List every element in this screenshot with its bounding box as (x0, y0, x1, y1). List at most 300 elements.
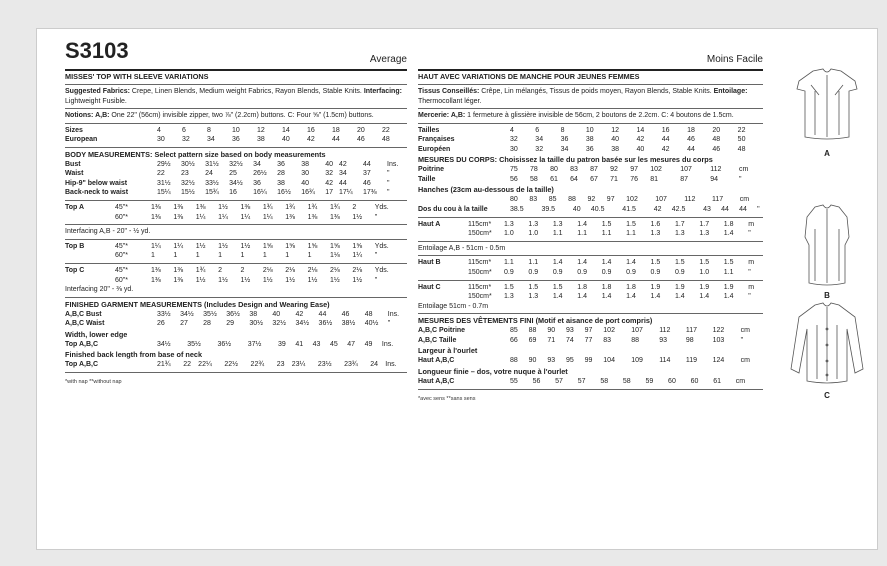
pattern-envelope-back (36, 28, 878, 550)
table-cell: 1⅜ (285, 213, 295, 221)
table-row (65, 126, 407, 136)
table-cell: 1⅜ (173, 204, 184, 212)
view-label-c: C (824, 391, 830, 400)
table-cell: 1 (240, 252, 245, 260)
table-cell: 1⅜ (173, 213, 184, 221)
table-cell: 31½ (205, 160, 219, 168)
table-cell: 1.8 (626, 283, 636, 291)
table-cell: 75 (510, 166, 518, 174)
table-cell: 30 (301, 170, 309, 178)
view-b-sketch (805, 205, 849, 285)
sizes-table (65, 126, 407, 145)
table-cell: 23 (276, 361, 285, 369)
table-cell: 41.5 (622, 206, 636, 214)
table-cell: 42 (653, 206, 662, 214)
table-cell: 1½ (195, 276, 206, 284)
table-cell: 23¼ (291, 361, 306, 369)
table-cell: 42 (325, 179, 334, 187)
row-label: A,B,C Taille (418, 336, 457, 344)
finished-table-fr (418, 326, 763, 345)
table-cell: 6 (535, 126, 540, 134)
row-label: Haut A (418, 220, 441, 228)
table-cell: 1.1 (552, 230, 563, 238)
table-cell: 39 (278, 340, 286, 348)
table-cell: 22 (382, 126, 390, 134)
entoilage-c: Entoilage 51cm - 0.7m (418, 302, 489, 310)
table-cell: 0.9 (504, 268, 514, 276)
table-cell: 93 (547, 357, 556, 365)
table-cell: 1⅜ (151, 276, 161, 284)
back-length-label: Finished back length from base of neck (65, 350, 203, 360)
section-title-fr: HAUT AVEC VARIATIONS DE MANCHE POUR JEUNES FEMMES (418, 72, 640, 81)
table-cell: " (740, 336, 744, 344)
table-cell: 1.3 (528, 293, 539, 301)
table-cell: 40 (272, 310, 281, 318)
row-label: Haut A,B,C (418, 357, 455, 365)
table-cell: 1⅛ (330, 252, 340, 260)
table-cell: 57 (555, 378, 563, 385)
table-cell: 40 (282, 136, 290, 144)
table-cell: 56 (510, 175, 518, 183)
table-cell: 80 (510, 196, 518, 204)
row-label: Françaises (418, 136, 455, 144)
table-cell: 26½ (253, 170, 267, 178)
table-cell: 1½ (285, 276, 295, 284)
table-cell: 45"* (115, 266, 128, 274)
header-fr (418, 39, 763, 65)
table-cell: 16 (661, 126, 670, 134)
table-cell: 38 (611, 145, 619, 153)
table-cell: 1 (285, 252, 290, 260)
table-cell: 2⅛ (352, 266, 363, 274)
row-label: Bust (65, 160, 81, 168)
table-row (418, 283, 763, 293)
table-cell: 1¼ (151, 242, 161, 250)
top-a-yardage (65, 203, 407, 222)
table-cell: Ins. (387, 310, 400, 318)
table-row (418, 229, 763, 239)
row-label: Top C (65, 266, 85, 274)
table-cell: 124 (712, 357, 725, 365)
table-cell: 90 (528, 357, 537, 365)
table-cell: 30 (510, 145, 518, 153)
table-row (418, 377, 763, 387)
table-cell: 1⅝ (352, 242, 363, 250)
table-cell: 69 (528, 336, 537, 344)
table-cell: 1.3 (552, 220, 563, 228)
table-cell: 1.0 (504, 230, 514, 238)
row-label: A,B,C Waist (65, 320, 105, 328)
row-label: Dos du cou à la taille (418, 206, 488, 214)
table-cell: 150cm* (468, 230, 492, 238)
table-cell: 46 (687, 136, 695, 144)
width-table (65, 340, 407, 350)
table-cell: 99 (584, 357, 593, 365)
table-cell: 0.9 (528, 268, 539, 276)
row-label: Haut B (418, 259, 441, 267)
table-cell: 35½ (203, 310, 217, 318)
table-cell: 66 (510, 336, 518, 344)
table-cell: 1½ (352, 213, 363, 221)
table-cell: 0.9 (601, 268, 612, 276)
table-cell: 60"* (115, 252, 128, 260)
footnote: *with nap **without nap (65, 379, 122, 385)
table-cell: 1.3 (674, 230, 685, 238)
table-row (418, 356, 763, 366)
table-cell: 2⅛ (330, 266, 340, 274)
table-cell: 1.5 (601, 220, 612, 228)
table-cell: 44 (661, 136, 670, 144)
table-cell: 102 (650, 166, 662, 174)
table-cell: 20 (712, 126, 721, 134)
table-cell: 17⅜ (363, 189, 377, 197)
table-cell: 34 (253, 160, 261, 168)
table-cell: 1.4 (723, 230, 734, 238)
table-cell: 44 (363, 160, 371, 168)
table-cell: 0.9 (552, 268, 563, 276)
table-cell: 18 (687, 126, 695, 134)
top-b-yardage (65, 242, 407, 261)
table-cell: 44 (687, 145, 695, 153)
table-cell: 1½ (352, 276, 363, 284)
table-cell: 24 (370, 361, 379, 369)
table-cell: 1.3 (504, 293, 514, 301)
table-cell: 88 (568, 196, 576, 204)
table-cell: m (748, 283, 755, 291)
table-cell: 1½ (218, 276, 228, 284)
table-cell: 33½ (205, 179, 219, 187)
table-cell: 85 (510, 327, 518, 335)
table-cell: 1⅜ (173, 276, 184, 284)
table-cell: 0.9 (626, 268, 636, 276)
table-cell: 83 (603, 336, 612, 344)
table-cell: 1.5 (699, 259, 710, 267)
finished-measurements-title-fr: MESURES DES VÊTEMENTS FINI (Motif et aisance de port compris) (418, 316, 653, 326)
table-row (418, 195, 763, 205)
table-cell: 58 (600, 378, 609, 385)
table-cell: 1.6 (650, 220, 661, 228)
table-cell: 1.1 (723, 268, 734, 276)
table-cell: 1.4 (577, 293, 587, 301)
table-cell: 58 (622, 378, 631, 385)
table-cell: 1½ (330, 276, 340, 284)
table-cell: 4 (157, 126, 161, 134)
table-cell: 12 (257, 126, 265, 134)
table-cell: 88 (510, 357, 518, 365)
table-cell: 40 (611, 136, 619, 144)
interfacing-c: Interfacing 20" - ⅜ yd. (65, 286, 134, 294)
table-row (65, 242, 407, 252)
table-cell: 27 (180, 320, 188, 328)
table-cell: 14 (636, 126, 645, 134)
table-cell: 1.4 (577, 220, 587, 228)
table-cell: 2 (218, 266, 223, 274)
table-row (65, 169, 407, 179)
row-label (65, 276, 115, 286)
row-label: Haut A,B,C (418, 378, 455, 385)
table-cell: 46 (357, 136, 365, 144)
table-cell: 1½ (240, 242, 251, 250)
table-cell: 1.8 (601, 283, 612, 291)
haut-b-yardage (418, 258, 763, 277)
table-cell: 55 (510, 378, 518, 385)
table-cell: 38 (301, 160, 309, 168)
table-cell: 44 (318, 310, 327, 318)
table-cell: 34½ (295, 320, 310, 328)
table-cell: 98 (685, 336, 694, 344)
table-cell: 21¾ (157, 361, 171, 369)
row-label (65, 251, 115, 261)
table-cell: 22¼ (198, 361, 212, 369)
table-cell: 1.4 (626, 293, 636, 301)
row-label: Tailles (418, 126, 440, 134)
row-label (418, 195, 510, 205)
row-label (418, 268, 468, 278)
table-row (418, 165, 763, 175)
table-cell: 1.1 (577, 230, 587, 238)
technical-sketches (775, 29, 879, 551)
table-cell: 28 (203, 320, 211, 328)
longueur-label: Longueur finie – dos, votre nuque à l'ourlet (418, 367, 568, 376)
table-row (65, 179, 407, 189)
table-cell: 1⅜ (151, 213, 161, 221)
table-cell: 22 (183, 361, 191, 369)
table-cell: " (387, 189, 390, 197)
table-cell: 23 (181, 170, 189, 178)
view-label-b: B (824, 291, 830, 300)
pattern-code: S3103 (65, 38, 129, 63)
table-cell: 1½ (218, 242, 228, 250)
table-cell: 32½ (272, 320, 287, 328)
table-cell: 48 (712, 136, 721, 144)
body-measurements-table (65, 160, 407, 198)
table-cell: " (374, 276, 378, 284)
table-cell: 1½ (262, 276, 273, 284)
table-cell: 30½ (249, 320, 263, 328)
table-cell: m (748, 259, 755, 267)
table-cell: 22 (737, 126, 746, 134)
table-cell: m (748, 220, 755, 228)
table-row (65, 340, 407, 350)
notions-text: Notions: A,B: One 22" (56cm) invisible zipper, two ⅞" (2.2cm) buttons. C: Four ⅝" (1.5cm) buttons. (65, 112, 374, 119)
table-cell: 1⅝ (285, 242, 295, 250)
row-label: Sizes (65, 126, 83, 134)
table-row (65, 160, 407, 170)
table-cell: 22 (157, 170, 165, 178)
table-cell: 1.5 (723, 259, 734, 267)
table-cell: Yds. (374, 266, 389, 274)
table-cell: 48 (364, 310, 373, 318)
table-cell: 8 (207, 126, 211, 134)
table-cell: 80 (550, 166, 558, 174)
table-cell: 1.9 (699, 283, 710, 291)
table-cell: 1¼ (240, 213, 251, 221)
difficulty-level: Average (369, 54, 407, 65)
table-cell: 38.5 (510, 206, 524, 214)
largeur-table (418, 356, 763, 366)
table-cell: 12 (611, 126, 619, 134)
garment-sketches (775, 29, 879, 551)
table-cell: 1.1 (528, 259, 539, 267)
table-cell: 45 (329, 340, 338, 348)
row-label: Top A (65, 204, 85, 212)
table-cell: 1 (262, 252, 267, 260)
table-row (418, 292, 763, 302)
table-cell: 32 (535, 145, 544, 153)
table-cell: 34 (338, 170, 347, 178)
table-cell: 15½ (181, 189, 195, 197)
table-cell: 16½ (277, 189, 291, 197)
table-cell: 95 (565, 357, 574, 365)
table-row (65, 213, 407, 223)
table-cell: 1.4 (601, 259, 612, 267)
table-cell: 16 (307, 126, 315, 134)
table-cell: 60 (690, 378, 699, 385)
table-cell: 44 (721, 206, 729, 214)
table-cell: 36 (277, 160, 285, 168)
table-cell: 36 (560, 136, 569, 144)
table-cell: 40 (325, 160, 334, 168)
table-cell: 103 (712, 336, 725, 344)
table-cell: 102 (603, 327, 615, 335)
table-cell: 1.1 (601, 230, 612, 238)
table-cell: 32 (510, 136, 518, 144)
table-cell: 42 (307, 136, 315, 144)
table-cell: 20 (357, 126, 365, 134)
table-cell: 10 (232, 126, 240, 134)
table-row (65, 310, 407, 320)
table-row (418, 135, 763, 145)
table-cell: 1.4 (552, 293, 563, 301)
body-measurements-table-fr (418, 165, 763, 184)
table-cell: 44 (332, 136, 340, 144)
table-cell: " (748, 230, 751, 238)
table-cell: 23½ (317, 361, 332, 369)
table-cell: 38 (257, 136, 265, 144)
row-label: Waist (65, 170, 84, 178)
table-cell: 1¾ (195, 266, 206, 274)
table-row (65, 203, 407, 213)
table-cell: 76 (630, 175, 638, 183)
row-label: Top A,B,C (65, 340, 99, 348)
body-measurements-title-fr: MESURES DU CORPS: Choisissez la taille du patron basée sur les mesures du corps (418, 155, 713, 165)
table-cell: 1.5 (528, 283, 539, 291)
table-row (65, 188, 407, 198)
table-cell: 44 (338, 179, 347, 187)
table-cell: 50 (737, 136, 746, 144)
row-label (65, 213, 115, 223)
table-cell: 71 (610, 175, 618, 183)
table-cell: 1.7 (674, 220, 685, 228)
table-cell: 34½ (180, 310, 194, 318)
table-cell: 1⅜ (330, 213, 340, 221)
table-cell: " (748, 293, 751, 301)
table-cell: 36 (232, 136, 240, 144)
table-cell: 45"* (115, 204, 128, 212)
row-label: Haut C (418, 283, 441, 291)
table-cell: 1.5 (674, 259, 685, 267)
table-cell: 1¾ (307, 204, 318, 212)
row-label: Poitrine (418, 166, 445, 174)
table-cell: 8 (560, 126, 565, 134)
table-cell: 32½ (229, 160, 243, 168)
table-cell: 40 (636, 145, 645, 153)
table-cell: 57 (577, 378, 586, 385)
table-cell: 1¾ (262, 204, 273, 212)
table-cell: 46 (712, 145, 721, 153)
table-cell: 30½ (181, 160, 195, 168)
table-cell: 93 (565, 327, 574, 335)
table-cell: 1.3 (504, 220, 514, 228)
section-title: MISSES' TOP WITH SLEEVE VARIATIONS (65, 72, 209, 81)
table-cell: 42 (636, 136, 645, 144)
table-cell: 22¾ (250, 361, 265, 369)
table-cell: 119 (685, 357, 698, 365)
table-row (418, 205, 763, 215)
table-row (418, 268, 763, 278)
table-cell: 36½ (226, 310, 240, 318)
table-cell: 35½ (187, 340, 201, 348)
row-label: Top B (65, 242, 85, 250)
table-row (418, 258, 763, 268)
table-cell: 78 (530, 166, 538, 174)
fabrics-text-fr: Tissus Conseillés: Crêpe, Lin mélangés, Tissus de poids moyen, Rayon Blends, Stable Knits. Entoilage: Thermocollant léger. (418, 88, 748, 105)
entoilage-ab: Entoilage A,B - 51cm - 0.5m (418, 244, 506, 252)
table-cell: 107 (680, 166, 692, 174)
table-cell: 77 (584, 336, 593, 344)
table-cell: 49 (364, 340, 373, 348)
table-cell: 1⅝ (262, 242, 273, 250)
table-cell: 81 (650, 175, 659, 183)
haut-c-yardage (418, 283, 763, 302)
table-cell: 87 (590, 166, 598, 174)
table-cell: 60"* (115, 213, 128, 221)
table-cell: 1¼ (262, 213, 273, 221)
table-cell: 36½ (217, 340, 232, 348)
table-cell: 16¼ (253, 189, 267, 197)
table-cell: cm (739, 196, 750, 204)
table-cell: 2⅛ (307, 266, 318, 274)
table-cell: 36 (253, 179, 261, 187)
table-cell: Yds. (374, 204, 389, 212)
table-cell: 46 (341, 310, 350, 318)
width-label: Width, lower edge (65, 329, 128, 339)
row-label: A,B,C Poitrine (418, 327, 466, 335)
table-cell: Ins. (381, 340, 394, 348)
table-cell: 41 (295, 340, 304, 348)
table-cell: 1⅜ (173, 266, 184, 274)
table-cell: 39.5 (541, 206, 556, 214)
table-cell: 1.0 (528, 230, 539, 238)
table-cell: 14 (282, 126, 290, 134)
table-cell: 1.4 (601, 293, 612, 301)
french-column (418, 29, 763, 402)
footnote-fr: *avec sens **sans sens (418, 395, 476, 402)
table-cell: 48 (737, 145, 746, 153)
table-cell: 1.3 (650, 230, 661, 238)
table-cell: 1⅜ (307, 213, 318, 221)
table-row (418, 326, 763, 336)
table-cell: 1.7 (699, 220, 710, 228)
table-cell: 92 (587, 196, 596, 204)
table-cell: 17 (325, 189, 334, 197)
table-cell: 60 (668, 378, 676, 385)
table-cell: 24 (205, 170, 213, 178)
row-label (418, 229, 468, 239)
table-cell: 60"* (115, 276, 128, 284)
table-cell: 1.3 (699, 230, 710, 238)
table-cell: 40½ (364, 320, 379, 328)
